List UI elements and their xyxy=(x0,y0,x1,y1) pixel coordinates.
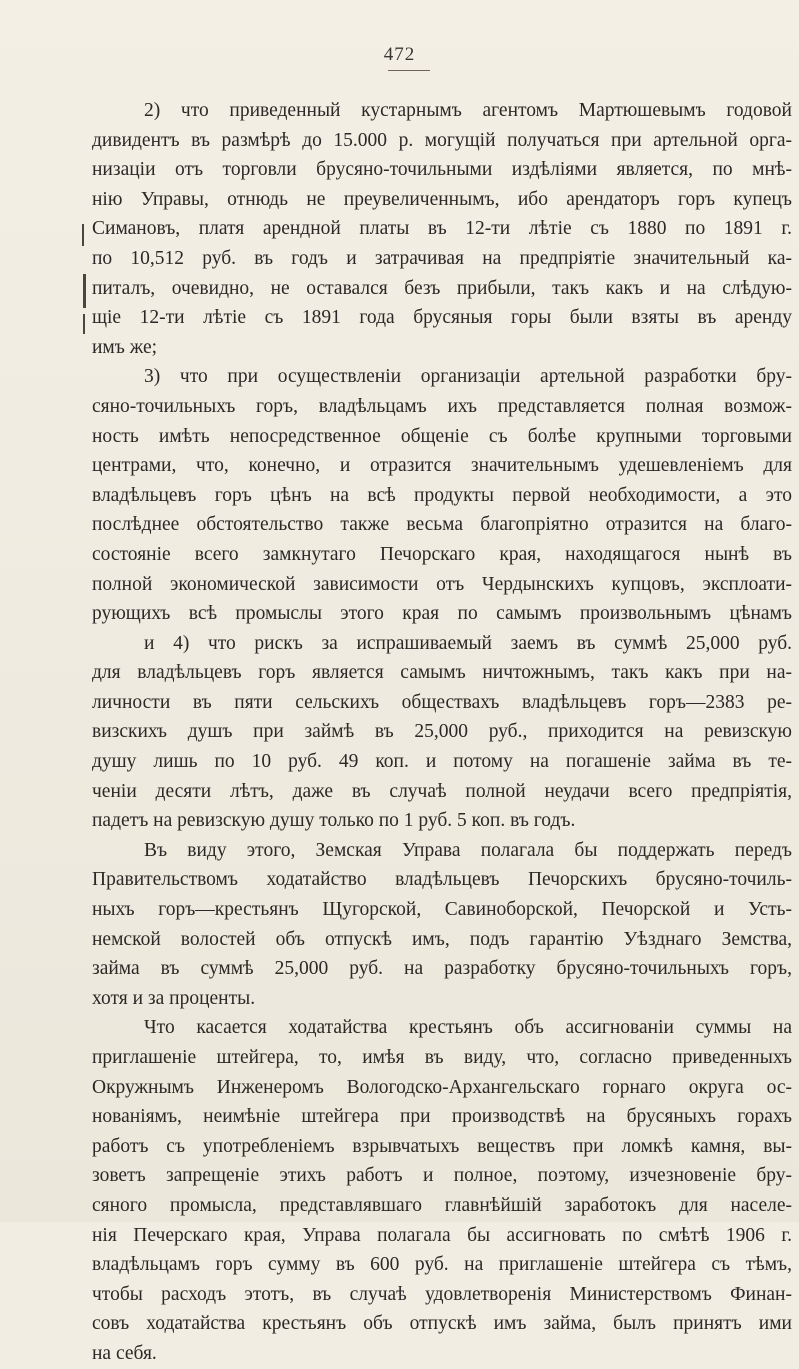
text-line: владѣльцевъ горъ цѣнъ на всѣ продукты первой необходимости, а это xyxy=(92,484,792,506)
text-line: чтобы расходъ этотъ, въ случаѣ удовлетворенія Министерствомъ Финан- xyxy=(92,1283,792,1305)
text-line: Симановъ, платя арендной платы въ 12-ти лѣтіе съ 1880 по 1891 г. xyxy=(92,218,792,240)
text-line: работъ съ употребленіемъ взрывчатыхъ веществъ при ломкѣ камня, вы- xyxy=(92,1135,792,1157)
page-number: 472 xyxy=(0,44,799,66)
text-line: займа въ суммѣ 25,000 руб. на разработку брусяно-точильныхъ горъ, xyxy=(92,958,792,980)
text-line: ныхъ горъ—крестьянъ Щугорской, Савиноборской, Печорской и Усть- xyxy=(92,899,792,921)
text-line: ченіи десяти лѣтъ, даже въ случаѣ полной неудачи всего предпріятія, xyxy=(92,780,792,802)
text-line: рующихъ всѣ промыслы этого края по самымъ произвольнымъ цѣнамъ xyxy=(92,603,792,625)
text-line: на себя. xyxy=(92,1342,157,1364)
text-line: низаціи отъ торговли брусяно-точильными издѣліями является, по мнѣ- xyxy=(92,159,792,181)
margin-mark xyxy=(83,274,86,308)
text-line: сяного промысла, представлявшаго главнѣйшій заработокъ для населе- xyxy=(92,1194,792,1216)
text-line: имъ же; xyxy=(92,336,158,358)
text-line: 2) что приведенный кустарнымъ агентомъ Мартюшевымъ годовой xyxy=(144,100,792,121)
text-line: визскихъ душъ при займѣ въ 25,000 руб., приходится на ревизскую xyxy=(92,721,792,743)
body-text xyxy=(92,96,792,1369)
text-line: совъ ходатайства крестьянъ объ отпускѣ имъ займа, былъ принятъ ими xyxy=(92,1313,792,1335)
text-line: Въ виду этого, Земская Управа полагала бы поддержать передъ xyxy=(144,839,792,861)
text-line: немской волостей объ отпускѣ имъ, подъ гарантію Уѣзднаго Земства, xyxy=(92,928,792,950)
text-line: щіе 12-ти лѣтіе съ 1891 года брусяныя горы были взяты въ аренду xyxy=(92,307,792,329)
text-line: ность имѣть непосредственное общеніе съ болѣе крупными торговыми xyxy=(92,425,792,447)
text-line: нованіямъ, неимѣніе штейгера при производствѣ на брусяныхъ горахъ xyxy=(92,1106,792,1128)
text-line: Окружнымъ Инженеромъ Вологодско-Архангельскаго горнаго округа ос- xyxy=(92,1076,792,1098)
text-line: питалъ, очевидно, не оставался безъ прибыли, такъ какъ и на слѣдую- xyxy=(92,277,792,299)
text-line: центрами, что, конечно, и отразится значительнымъ удешевленіемъ для xyxy=(92,455,792,477)
text-line: по 10,512 руб. въ годъ и затрачивая на предпріятіе значительный ка- xyxy=(92,247,792,269)
margin-mark xyxy=(82,224,84,246)
text-line: сяно-точильныхъ горъ, владѣльцамъ ихъ представляется полная возмож- xyxy=(92,395,792,417)
text-line: состояніе всего замкнутаго Печорскаго края, находящагося нынѣ въ xyxy=(92,543,792,565)
text-line: владѣльцамъ горъ сумму въ 600 руб. на приглашеніе штейгера съ тѣмъ, xyxy=(92,1254,792,1276)
text-line: душу лишь по 10 руб. 49 коп. и потому на погашеніе займа въ те- xyxy=(92,751,792,773)
text-line: полной экономической зависимости отъ Чердынскихъ купцовъ, эксплоати- xyxy=(92,573,792,595)
text-line: зоветъ запрещеніе этихъ работъ и полное, поэтому, изчезновеніе бру- xyxy=(92,1165,792,1187)
text-line: и 4) что рискъ за испрашиваемый заемъ въ суммѣ 25,000 руб. xyxy=(144,632,792,654)
text-line: дивидентъ въ размѣрѣ до 15.000 р. могущій получаться при артельной орга- xyxy=(92,129,792,151)
text-line: падетъ на ревизскую душу только по 1 руб. 5 коп. въ годъ. xyxy=(92,810,576,832)
text-line: Правительствомъ ходатайство владѣльцевъ Печорскихъ брусяно-точиль- xyxy=(92,869,792,891)
text-line: послѣднее обстоятельство также весьма благопріятно отразится на благо- xyxy=(92,514,792,536)
text-line: личности въ пяти сельскихъ обществахъ владѣльцевъ горъ—2383 ре- xyxy=(92,691,792,713)
text-line: Что касается ходатайства крестьянъ объ ассигнованіи суммы на xyxy=(144,1017,792,1039)
text-line: нію Управы, отнюдь не преувеличеннымъ, ибо арендаторъ горъ купецъ xyxy=(92,188,792,210)
text-line: нія Печерскаго края, Управа полагала бы ассигновать по смѣтѣ 1906 г. xyxy=(92,1224,792,1246)
text-line: приглашеніе штейгера, то, имѣя въ виду, что, согласно приведенныхъ xyxy=(92,1047,792,1068)
text-line: хотя и за проценты. xyxy=(92,987,256,1009)
text-line: 3) что при осуществленіи организаціи артельной разработки бру- xyxy=(144,366,792,388)
text-line: для владѣльцевъ горъ является самымъ ничтожнымъ, такъ какъ при на- xyxy=(92,662,792,684)
margin-mark xyxy=(83,314,85,334)
